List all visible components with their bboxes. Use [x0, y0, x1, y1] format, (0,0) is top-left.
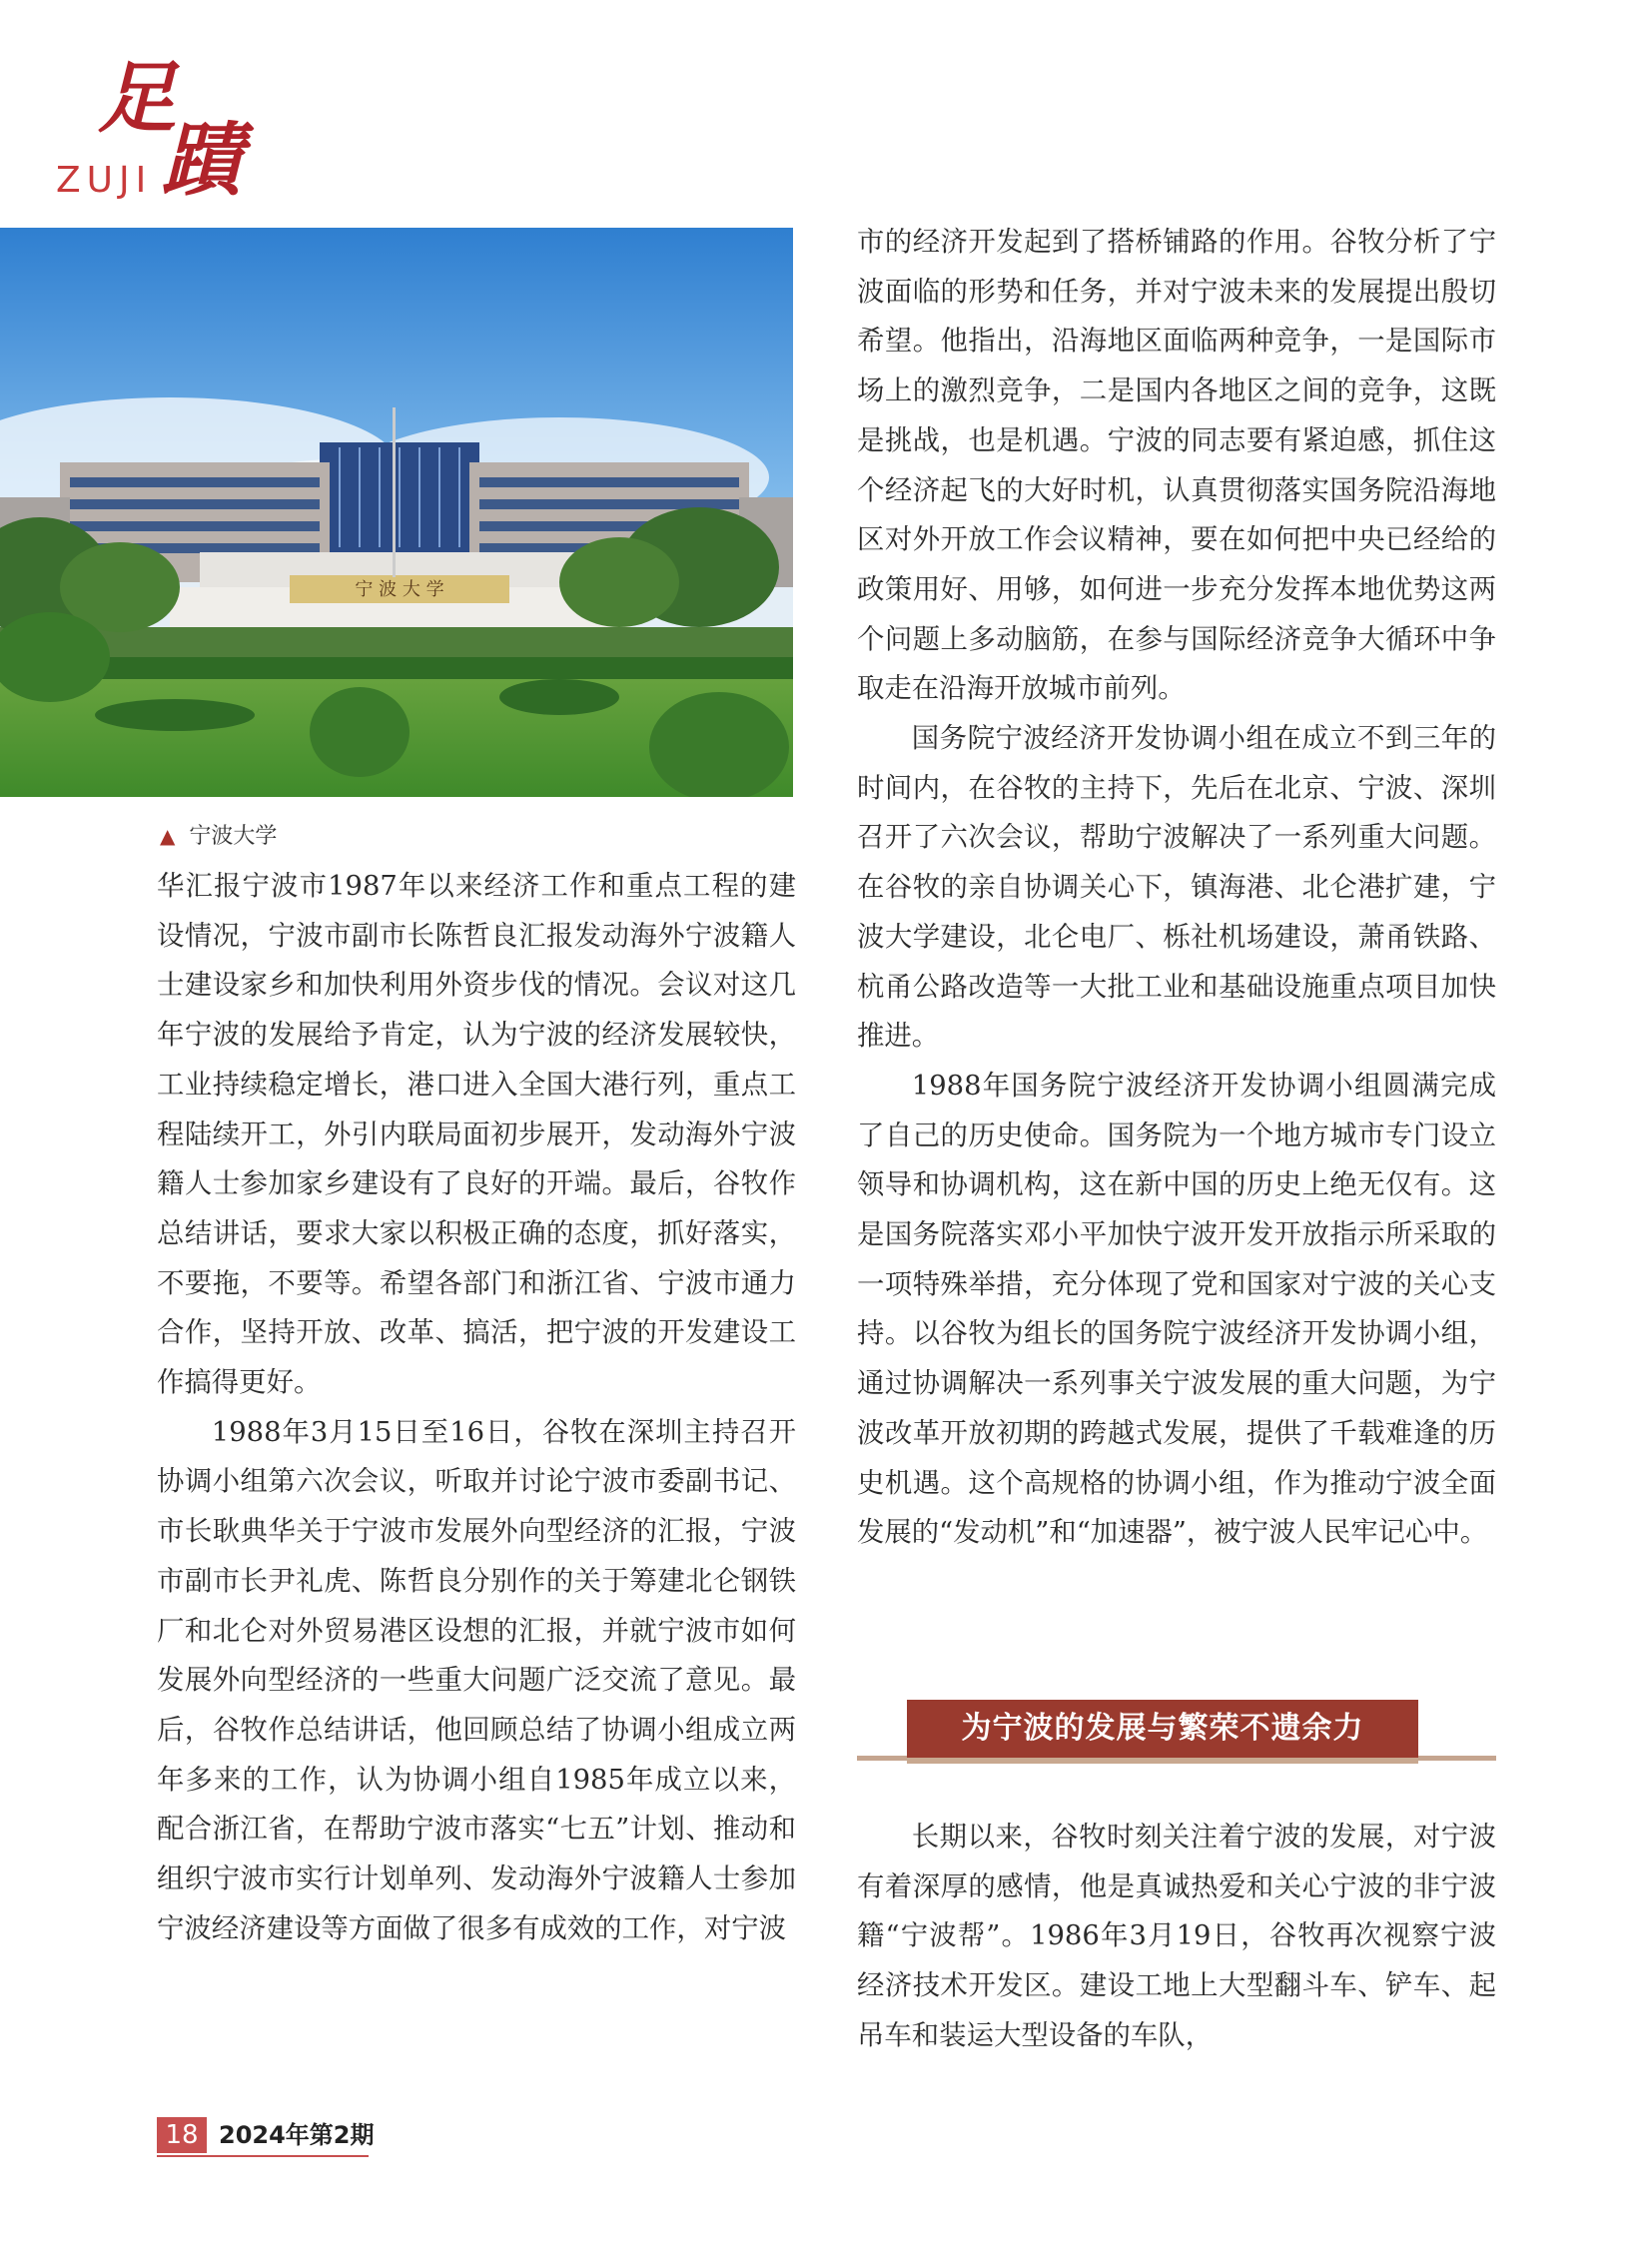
section-heading-label: 为宁波的发展与繁荣不遗余力	[907, 1700, 1418, 1764]
logo-char-zu: 足	[98, 53, 177, 144]
section-heading	[857, 1700, 1496, 1770]
paragraph: 长期以来，谷牧时刻关注着宁波的发展，对宁波有着深厚的感情，他是真诚热爱和关心宁波的非宁波籍“宁波帮”。1986年3月19日，谷牧再次视察宁波经济技术开发区。建设工地上大型翻斗车、铲车、起吊车和装运大型设备的车队，	[857, 1822, 1496, 2051]
photo-caption	[160, 819, 277, 850]
university-sign-text: 宁 波 大 学	[355, 579, 444, 600]
page-number: 18	[157, 2117, 207, 2153]
paragraph: 华汇报宁波市1987年以来经济工作和重点工程的建设情况，宁波市副市长陈哲良汇报发动海外宁波籍人士建设家乡和加快利用外资步伐的情况。会议对这几年宁波的发展给予肯定，认为宁波的经济发展较快，工业持续稳定增长，港口进入全国大港行列，重点工程陆续开工，外引内联局面初步展开，发动海外宁波籍人士参加家乡建设有了良好的开端。最后，谷牧作总结讲话，要求大家以积极正确的态度，抓好落实，不要拖，不要等。希望各部门和浙江省、宁波市通力合作，坚持开放、改革、搞活，把宁波的开发建设工作搞得更好。	[157, 871, 796, 1399]
paragraph: 1988年国务院宁波经济开发协调小组圆满完成了自己的历史使命。国务院为一个地方城市专门设立领导和协调机构，这在新中国的历史上绝无仅有。这是国务院落实邓小平加快宁波开发开放指示所采取的一项特殊举措，充分体现了党和国家对宁波的关心支持。以谷牧为组长的国务院宁波经济开发协调小组，通过协调解决一系列事关宁波发展的重大问题，为宁波改革开放初期的跨越式发展，提供了千载难逢的历史机遇。这个高规格的协调小组，作为推动宁波全面发展的“发动机”和“加速器”，被宁波人民牢记心中。	[857, 1070, 1496, 1549]
magazine-logo	[50, 50, 250, 207]
right-column-bottom	[857, 1813, 1496, 2061]
footer-underline	[157, 2155, 369, 2157]
left-column	[157, 862, 796, 1953]
caption-text: 宁波大学	[189, 824, 278, 849]
issue-label: 2024年第2期	[219, 2121, 375, 2149]
logo-char-ji: 蹟	[162, 113, 242, 207]
paragraph: 1988年3月15日至16日，谷牧在深圳主持召开协调小组第六次会议，听取并讨论宁波市委副书记、市长耿典华关于宁波市发展外向型经济的汇报，宁波市副市长尹礼虎、陈哲良分别作的关于筹建北仑钢铁厂和北仑对外贸易港区设想的汇报，并就宁波市如何发展外向型经济的一些重大问题广泛交流了意见。最后，谷牧作总结讲话，他回顾总结了协调小组成立两年多来的工作，认为协调小组自1985年成立以来，配合浙江省，在帮助宁波市落实“七五”计划、推动和组织宁波市实行计划单列、发动海外宁波籍人士参加宁波经济建设等方面做了很多有成效的工作，对宁波	[157, 1416, 796, 1944]
logo-latin: ZUJI	[56, 160, 153, 201]
caption-triangle-icon: ▲	[160, 824, 176, 848]
paragraph: 国务院宁波经济开发协调小组在成立不到三年的时间内，在谷牧的主持下，先后在北京、宁波、深圳召开了六次会议，帮助宁波解决了一系列重大问题。在谷牧的亲自协调关心下，镇海港、北仑港扩建，宁波大学建设，北仑电厂、栎社机场建设，萧甬铁路、杭甬公路改造等一大批工业和基础设施重点项目加快推进。	[857, 723, 1496, 1053]
right-column-top	[857, 218, 1496, 1558]
paragraph: 市的经济开发起到了搭桥铺路的作用。谷牧分析了宁波面临的形势和任务，并对宁波未来的发展提出殷切希望。他指出，沿海地区面临两种竞争，一是国际市场上的激烈竞争，二是国内各地区之间的竞争，这既是挑战，也是机遇。宁波的同志要有紧迫感，抓住这个经济起飞的大好时机，认真贯彻落实国务院沿海地区对外开放工作会议精神，要在如何把中央已经给的政策用好、用够，如何进一步充分发挥本地优势这两个问题上多动脑筋，在参与国际经济竞争大循环中争取走在沿海开放城市前列。	[857, 227, 1496, 705]
ningbo-university-photo	[0, 228, 793, 797]
